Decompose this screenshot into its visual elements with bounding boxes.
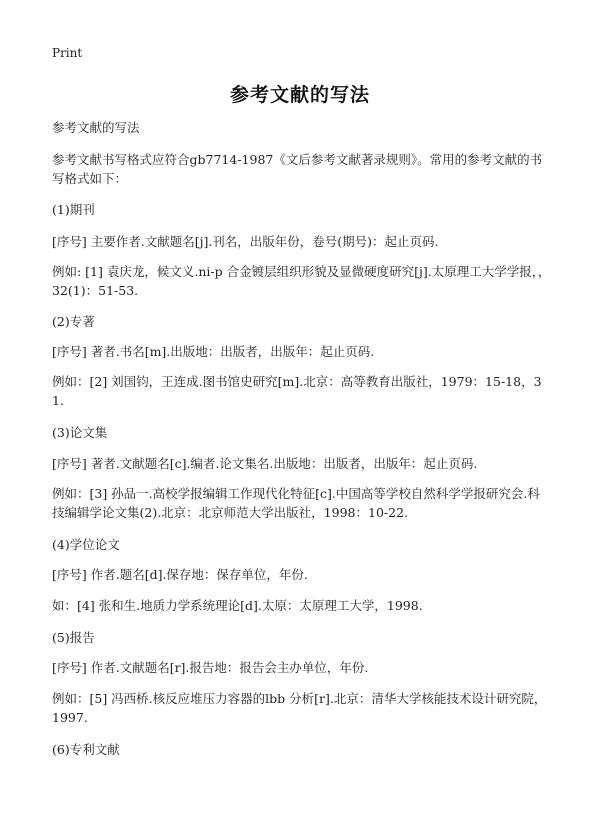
format-proceedings: [序号] 著者.文献题名[c].编者.论文集名.出版地：出版者，出版年：起止页码.: [52, 456, 478, 471]
print-link[interactable]: Print: [52, 46, 83, 60]
intro-paragraph: 参考文献书写格式应符合gb7714-1987《文后参考文献著录规则》。常用的参考文献的书写格式如下：: [52, 152, 543, 186]
section-heading-report: (5)报告: [52, 630, 95, 645]
example-proceedings: 例如：[3] 孙品一.高校学报编辑工作现代化特征[c].中国高等学校自然科学学报研究会.科技编辑学论文集(2).北京：北京师范大学出版社，1998：10-22.: [52, 486, 540, 520]
section-heading-thesis: (4)学位论文: [52, 537, 120, 552]
section-heading-proceedings: (3)论文集: [52, 425, 108, 440]
format-journal: [序号] 主要作者.文献题名[j].刊名，出版年份，卷号(期号)：起止页码.: [52, 234, 439, 249]
subtitle: 参考文献的写法: [52, 120, 140, 135]
example-report: 例如：[5] 冯西桥.核反应堆压力容器的lbb 分析[r].北京：清华大学核能技术设计研究院，1997.: [52, 691, 547, 725]
section-heading-monograph: (2)专著: [52, 314, 95, 329]
example-journal: 例如: [1] 袁庆龙，候文义.ni-p 合金镀层组织形貌及显微硬度研究[j].太原理工大学学报，，32(1)：51-53.: [52, 264, 551, 298]
example-monograph: 例如：[2] 刘国钧，王连成.图书馆史研究[m].北京：高等教育出版社，1979：15-18，31.: [52, 374, 542, 408]
format-report: [序号] 作者.文献题名[r].报告地：报告会主办单位，年份.: [52, 660, 369, 675]
format-thesis: [序号] 作者.题名[d].保存地：保存单位，年份.: [52, 567, 308, 582]
example-thesis: 如：[4] 张和生.地质力学系统理论[d].太原：太原理工大学，1998.: [52, 598, 423, 613]
section-heading-patent: (6)专利文献: [52, 742, 120, 757]
format-monograph: [序号] 著者.书名[m].出版地：出版者，出版年：起止页码.: [52, 344, 375, 359]
section-heading-journal: (1)期刊: [52, 202, 95, 217]
page-title: 参考文献的写法: [229, 84, 370, 106]
